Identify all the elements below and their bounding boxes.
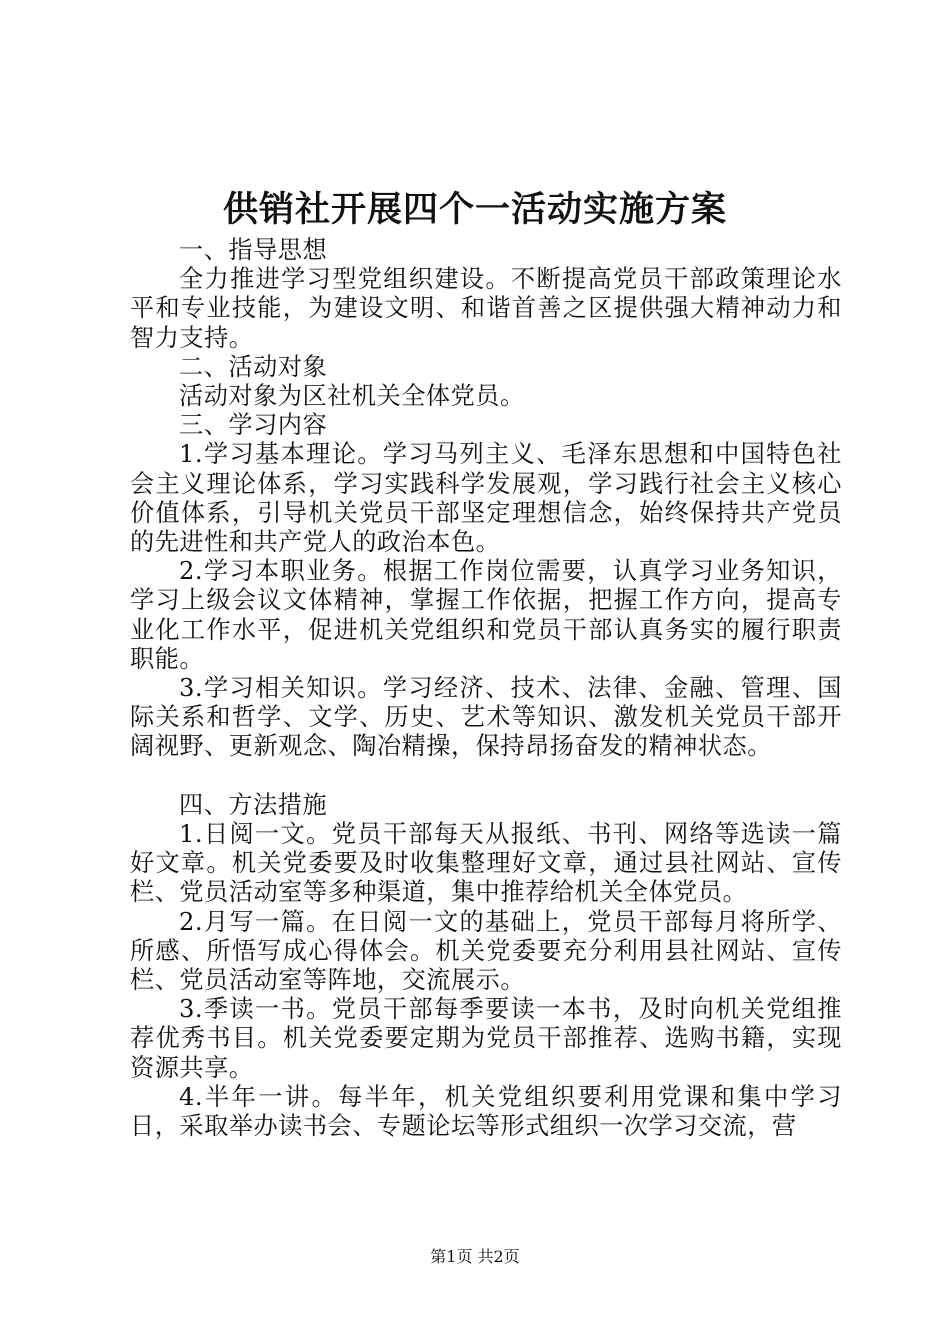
paragraph: 2.学习本职业务。根据工作岗位需要，认真学习业务知识，学习上级会议文体精神，掌握工作依据，把握工作方向，提高专业化工作水平，促进机关党组织和党员干部认真务实的履行职责职能。 [130, 557, 842, 673]
paragraph: 3.季读一书。党员干部每季要读一本书，及时向机关党组推荐优秀书目。机关党委要定期为党员干部推荐、选购书籍，实现资源共享。 [130, 995, 842, 1082]
heading-study-content: 三、学习内容 [179, 411, 328, 440]
paragraph: 3.学习相关知识。学习经济、技术、法律、金融、管理、国际关系和哲学、文学、历史、艺术等知识、激发机关党员干部开阔视野、更新观念、陶冶精操，保持昂扬奋发的精神状态。 [130, 674, 842, 761]
heading-methods: 四、方法措施 [179, 790, 328, 819]
document-body [130, 236, 842, 1141]
paragraph: 活动对象为区社机关全体党员。 [179, 382, 525, 411]
paragraph: 4.半年一讲。每半年，机关党组织要利用党课和集中学习日，采取举办读书会、专题论坛等形式组织一次学习交流，营 [130, 1082, 842, 1141]
paragraph: 1.日阅一文。党员干部每天从报纸、书刊、网络等选读一篇好文章。机关党委要及时收集整理好文章，通过县社网站、宣传栏、党员活动室等多种渠道，集中推荐给机关全体党员。 [130, 820, 842, 907]
paragraph: 2.月写一篇。在日阅一文的基础上，党员干部每月将所学、所感、所悟写成心得体会。机关党委要充分利用县社网站、宣传栏、党员活动室等阵地，交流展示。 [130, 907, 842, 995]
heading-activity-target: 二、活动对象 [179, 352, 328, 381]
page-number-footer: 第1页 共2页 [430, 1247, 520, 1266]
heading-guiding-thought: 一、指导思想 [179, 236, 328, 264]
paragraph: 全力推进学习型党组织建设。不断提高党员干部政策理论水平和专业技能，为建设文明、和谐首善之区提供强大精神动力和智力支持。 [130, 265, 842, 352]
document-title: 供销社开展四个一活动实施方案 [222, 189, 727, 230]
paragraph: 1.学习基本理论。学习马列主义、毛泽东思想和中国特色社会主义理论体系，学习实践科学发展观，学习践行社会主义核心价值体系，引导机关党员干部坚定理想信念，始终保持共产党员的先进性和共产党人的政治本色。 [130, 440, 842, 557]
